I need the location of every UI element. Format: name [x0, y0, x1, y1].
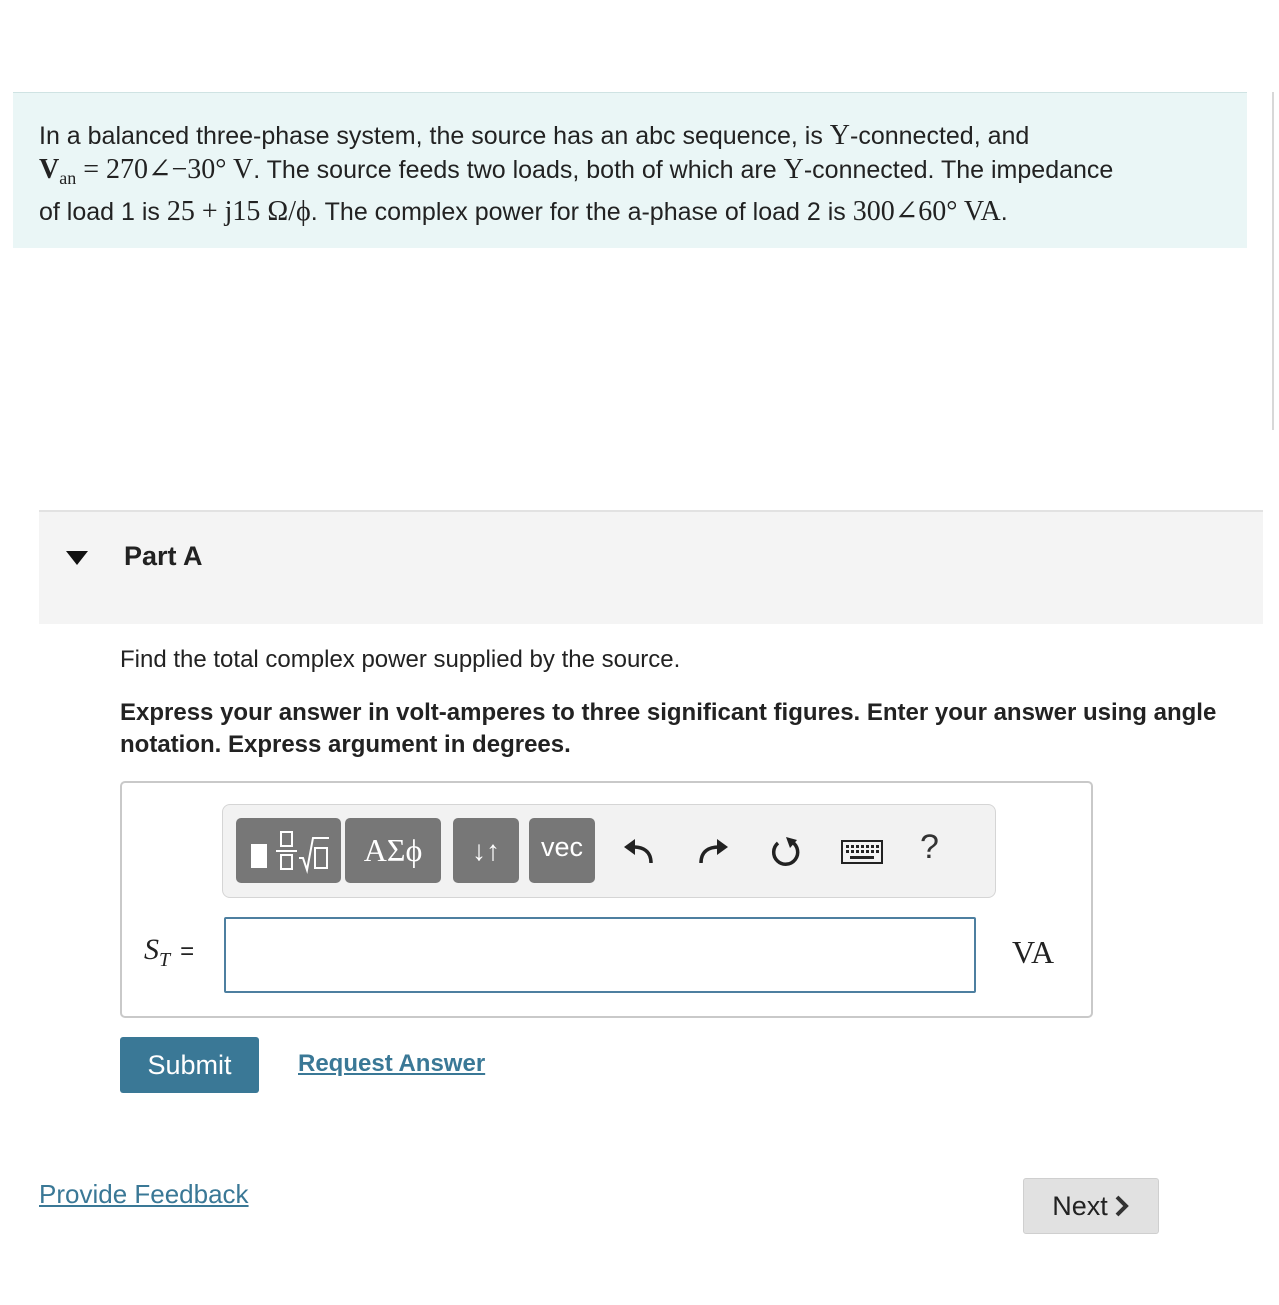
provide-feedback-link[interactable]: Provide Feedback	[39, 1179, 249, 1209]
question-text: Find the total complex power supplied by the source.	[120, 646, 681, 673]
problem-line-2: $V_{an}$ = 270∠−30° V. The source feeds two loads, both of which are Y-connected. The impedance	[39, 154, 1114, 188]
unit-label: VA	[1012, 934, 1055, 970]
templates-button[interactable]	[236, 818, 341, 883]
problem-line-3: of load 1 is 25 + j15 Ω/ϕ. The complex power for the a-phase of load 2 is 300∠60° VA.	[39, 196, 1008, 227]
vector-button[interactable]: vec	[529, 818, 595, 883]
problem-statement	[13, 92, 1247, 248]
request-answer-link[interactable]: Request Answer	[298, 1050, 486, 1077]
templates-icon	[247, 828, 331, 874]
redo-icon	[697, 837, 731, 867]
page-scroll-edge	[1272, 92, 1274, 430]
answer-instructions: Express your answer in volt-amperes to three significant figures. Enter your answer using angle notation. Express argument in degrees.	[120, 699, 1217, 758]
help-button[interactable]: ?	[920, 828, 939, 866]
variable-label: $S_T$ =	[144, 933, 195, 971]
answer-input[interactable]	[224, 917, 976, 993]
problem-line-1: In a balanced three-phase system, the source has an abc sequence, is Y-connected, and	[39, 120, 1030, 151]
part-a-header[interactable]	[39, 510, 1263, 624]
greek-symbols-button[interactable]: ΑΣϕ	[345, 818, 441, 883]
part-title: Part A	[124, 541, 203, 571]
undo-button[interactable]	[616, 830, 660, 874]
keyboard-button[interactable]	[840, 830, 884, 874]
reset-icon	[768, 834, 804, 870]
caret-down-icon[interactable]	[66, 551, 88, 565]
keyboard-icon	[841, 839, 883, 865]
arrows-button[interactable]: ↓↑	[453, 818, 519, 883]
redo-button[interactable]	[692, 830, 736, 874]
reset-button[interactable]	[764, 830, 808, 874]
undo-icon	[621, 837, 655, 867]
next-label: Next	[1052, 1190, 1108, 1221]
next-button[interactable]	[1023, 1178, 1159, 1234]
chevron-right-icon	[1114, 1194, 1130, 1218]
submit-button[interactable]: Submit	[120, 1037, 259, 1093]
